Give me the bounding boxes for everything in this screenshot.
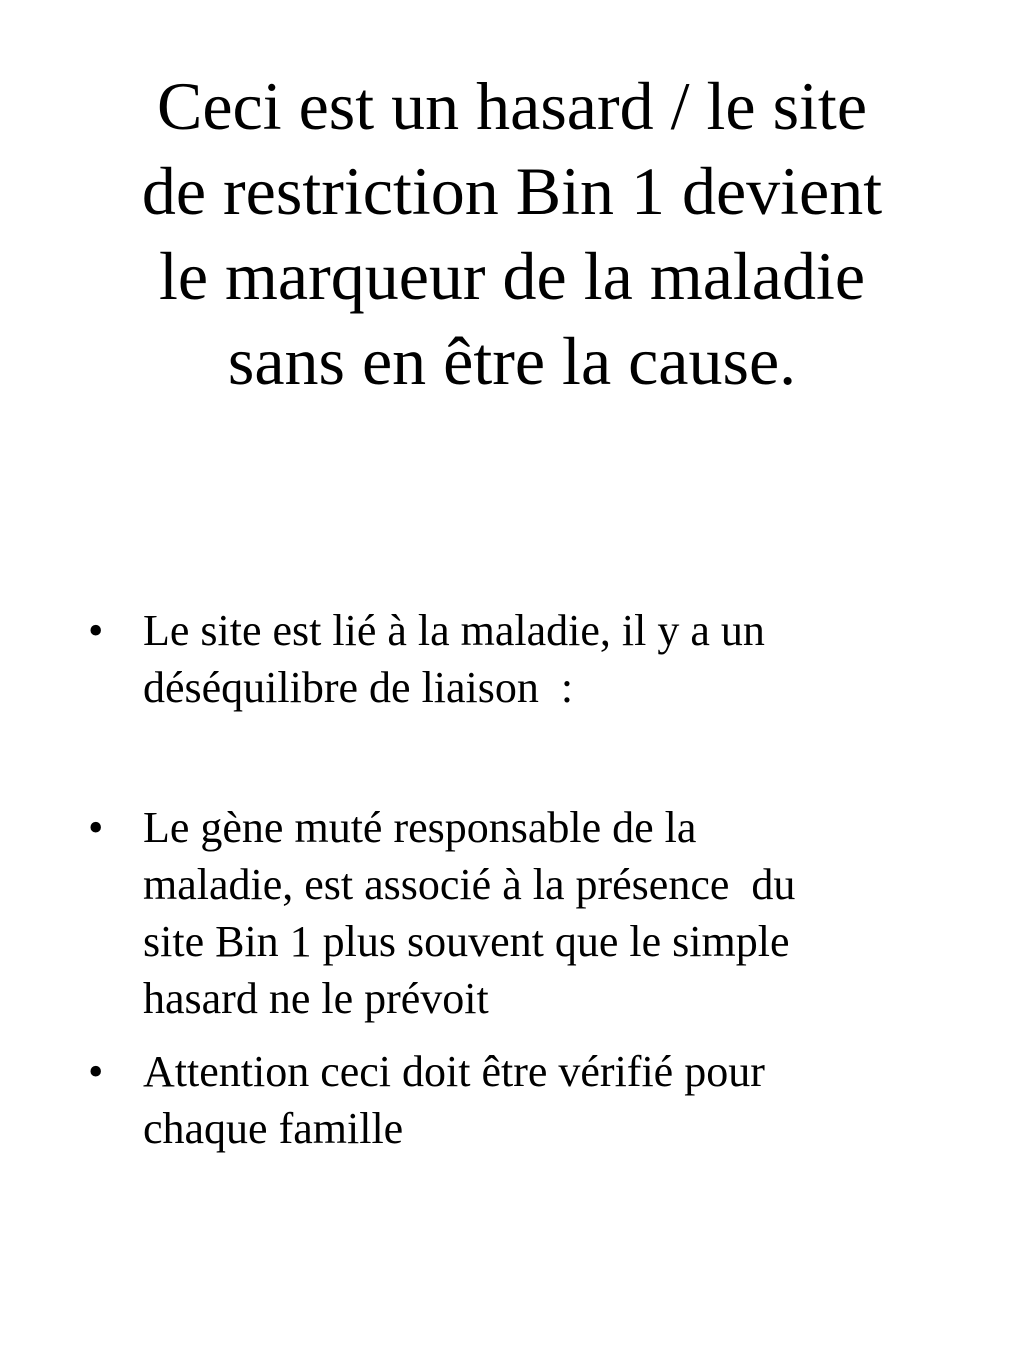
bullet-marker: • [88, 803, 104, 852]
bullet-text-line: Le gène muté responsable de la [143, 803, 697, 852]
bullet-text-line: hasard ne le prévoit [143, 974, 489, 1023]
bullet-text-line: déséquilibre de liaison : [143, 663, 574, 712]
slide-title [60, 64, 964, 404]
bullet-item [0, 602, 1024, 716]
bullet-item [0, 799, 1024, 1027]
title-line: le marqueur de la maladie [158, 238, 866, 314]
bullet-item [0, 1043, 1024, 1157]
bullet-text-line: Attention ceci doit être vérifié pour [143, 1047, 765, 1096]
bullet-list [0, 602, 1024, 1157]
title-line: sans en être la cause. [227, 323, 797, 399]
bullet-text-line: Le site est lié à la maladie, il y a un [143, 606, 765, 655]
bullet-marker: • [88, 1047, 104, 1096]
bullet-marker: • [88, 606, 104, 655]
title-line: de restriction Bin 1 devient [141, 153, 883, 229]
bullet-text-line: chaque famille [143, 1104, 404, 1153]
bullet-text-line: site Bin 1 plus souvent que le simple [143, 917, 790, 966]
bullet-text-line: maladie, est associé à la présence du [143, 860, 796, 909]
title-line: Ceci est un hasard / le site [156, 68, 867, 144]
